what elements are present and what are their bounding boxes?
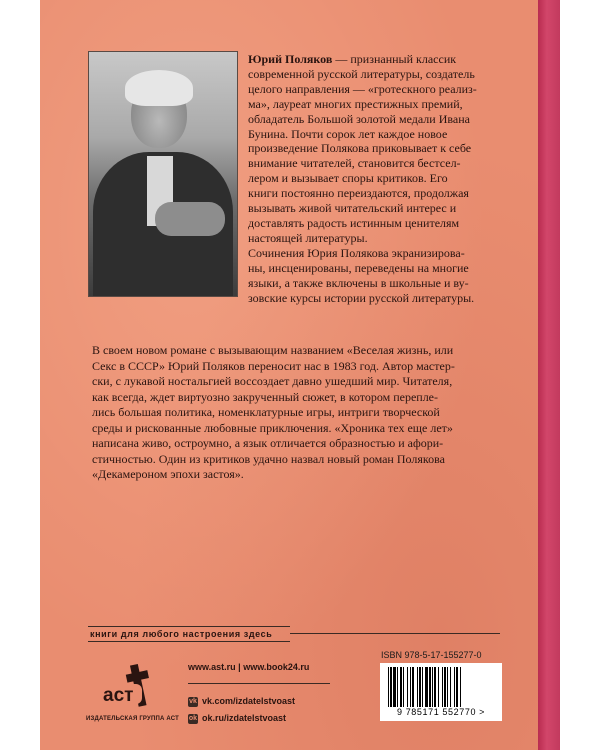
description-line: «Декамероном эпохи застоя». <box>92 467 244 481</box>
barcode-number: 9 785171 552770 > <box>380 707 502 717</box>
ast-logo-graphic <box>100 662 160 708</box>
bio-line: доставлять радость истинным ценителям <box>248 215 460 230</box>
website-links[interactable]: www.ast.ru | www.book24.ru <box>188 662 310 672</box>
book-description <box>92 343 500 483</box>
bio-line: лером и вызывает споры критиков. Его <box>248 171 448 186</box>
description-line: ски, с лукавой ностальгией воссоздает давно ушедший мир. Читателя, <box>92 374 453 388</box>
links-divider <box>188 683 330 684</box>
author-bio <box>248 52 500 305</box>
bio-line: зовские курсы истории русской литературы. <box>248 290 475 305</box>
ok-link[interactable]: ok.ru/izdatelstvoast <box>202 713 287 723</box>
publisher-links <box>188 659 330 727</box>
photo-hands <box>155 202 225 236</box>
bio-line: вызывать живой читательский интерес и <box>248 201 457 216</box>
isbn-text: ISBN 978-5-17-155277-0 <box>381 650 482 660</box>
description-line: написана живо, остроумно, а язык отличается образностью и афори- <box>92 436 444 450</box>
bio-line: внимание читателей, становится бестсел- <box>248 156 461 171</box>
ok-icon: ok <box>188 714 198 722</box>
photo-hair <box>125 70 193 106</box>
description-line: В своем новом романе с вызывающим названием «Веселая жизнь, или <box>92 343 454 357</box>
bio-line: обладатель Большой золотой медали Ивана <box>248 111 470 126</box>
vk-link[interactable]: vk.com/izdatelstvoast <box>202 696 296 706</box>
tagline: книги для любого настроения здесь <box>88 626 290 642</box>
barcode-bars <box>380 663 502 709</box>
bio-line: ма», лауреат многих престижных премий, <box>248 96 463 111</box>
description-line: среды и рискованные любовные приключения. «Хроника тех еще лет» <box>92 420 453 435</box>
bio-line: произведение Полякова приковывает к себе <box>248 141 472 156</box>
barcode <box>380 663 502 721</box>
bio-line: целого направления — «гротескного реализ- <box>248 81 477 96</box>
author-name: Юрий Поляков <box>248 52 333 66</box>
bio-line: современной русской литературы, создатель <box>248 66 475 81</box>
tagline-divider <box>290 633 500 634</box>
ast-logo-text: аст <box>103 685 134 706</box>
description-line: Секс в СССР» Юрий Поляков переносит нас в 1983 год. Автор мастер- <box>92 358 455 373</box>
bio-line: — признанный классик <box>335 52 457 66</box>
vk-icon: vk <box>189 697 197 705</box>
ast-logo <box>100 662 160 708</box>
description-line: стичностью. Один из критиков удачно назвал новый роман Полякова <box>92 451 445 466</box>
cover-spine-edge <box>538 0 560 750</box>
description-line: лись большая политика, номенклатурные игры, интриги творческой <box>92 405 440 419</box>
bio-line: Бунина. Почти сорок лет каждое новое <box>248 126 448 141</box>
bio-line: ны, инсценированы, переведены на многие <box>248 260 469 275</box>
publisher-label: ИЗДАТЕЛЬСКАЯ ГРУППА АСТ <box>86 716 180 722</box>
description-line: как всегда, ждет виртуозно закрученный сюжет, в котором перепле- <box>92 389 439 404</box>
author-photo <box>88 51 238 297</box>
bio-line: Сочинения Юрия Полякова экранизирова- <box>248 245 465 260</box>
bio-line: настоящей литературы. <box>248 230 368 245</box>
bio-line: языки, а также включены в школьные и ву- <box>248 275 469 290</box>
bio-line: книги постоянно переиздаются, продолжая <box>248 186 469 201</box>
